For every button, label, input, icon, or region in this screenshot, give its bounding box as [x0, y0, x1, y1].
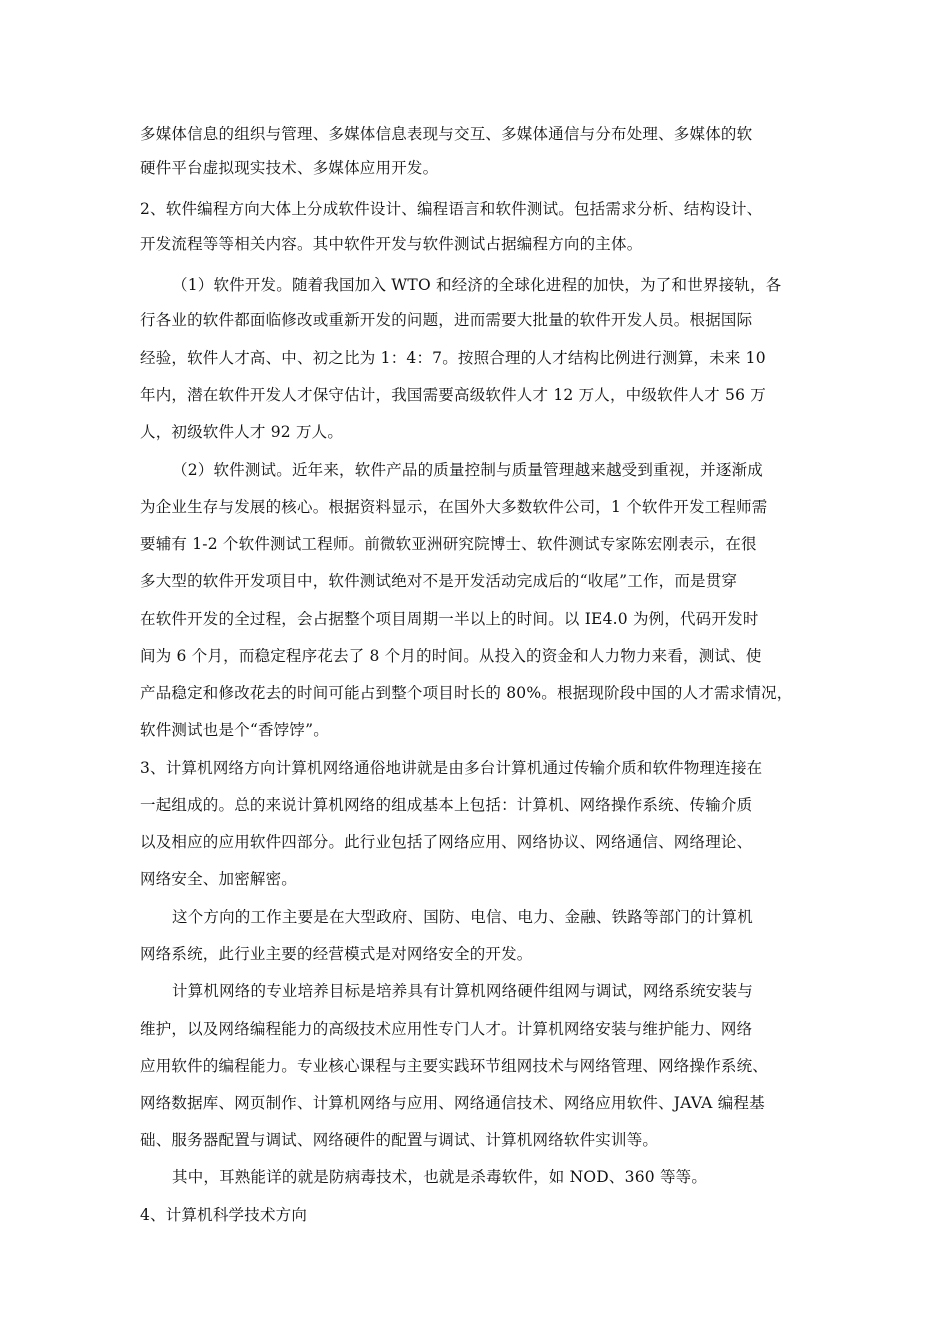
text-line: 网络数据库、网页制作、计算机网络与应用、网络通信技术、网络应用软件、JAVA 编程基	[140, 1094, 765, 1112]
text-line: 开发流程等等相关内容。其中软件开发与软件测试占据编程方向的主体。	[140, 235, 643, 253]
text-line: 软件测试也是个“香饽饽”。	[140, 721, 329, 739]
text-line: 应用软件的编程能力。专业核心课程与主要实践环节组网技术与网络管理、网络操作系统、	[140, 1057, 769, 1075]
text-line: （1）软件开发。随着我国加入 WTO 和经济的全球化进程的加快，为了和世界接轨，各	[172, 276, 782, 294]
text-line: 在软件开发的全过程，会占据整个项目周期一半以上的时间。以 IE4.0 为例，代码开发时	[140, 610, 759, 628]
text-line: 为企业生存与发展的核心。根据资料显示，在国外大多数软件公司，1 个软件开发工程师需	[140, 498, 768, 516]
text-line: 经验，软件人才高、中、初之比为 1：4：7。按照合理的人才结构比例进行测算，未来 10	[140, 349, 766, 367]
text-line: 网络安全、加密解密。	[140, 870, 298, 888]
text-line: 产品稳定和修改花去的时间可能占到整个项目时长的 80%。根据现阶段中国的人才需求情况，	[140, 684, 793, 702]
text-line: 础、服务器配置与调试、网络硬件的配置与调试、计算机网络软件实训等。	[140, 1131, 659, 1149]
text-line: 2、软件编程方向大体上分成软件设计、编程语言和软件测试。包括需求分析、结构设计、	[140, 200, 763, 218]
text-line: 行各业的软件都面临修改或重新开发的问题，进而需要大批量的软件开发人员。根据国际	[140, 311, 753, 329]
text-line: 这个方向的工作主要是在大型政府、国防、电信、电力、金融、铁路等部门的计算机	[172, 908, 753, 926]
text-line: 4、计算机科学技术方向	[140, 1206, 308, 1224]
text-line: （2）软件测试。近年来，软件产品的质量控制与质量管理越来越受到重视，并逐渐成	[172, 461, 763, 479]
text-line: 3、计算机网络方向计算机网络通俗地讲就是由多台计算机通过传输介质和软件物理连接在	[140, 759, 763, 777]
text-line: 多媒体信息的组织与管理、多媒体信息表现与交互、多媒体通信与分布处理、多媒体的软	[140, 125, 753, 143]
text-line: 以及相应的应用软件四部分。此行业包括了网络应用、网络协议、网络通信、网络理论、	[140, 833, 753, 851]
text-line: 网络系统，此行业主要的经营模式是对网络安全的开发。	[140, 945, 533, 963]
text-line: 一起组成的。总的来说计算机网络的组成基本上包括：计算机、网络操作系统、传输介质	[140, 796, 753, 814]
text-line: 人，初级软件人才 92 万人。	[140, 423, 344, 441]
text-line: 其中，耳熟能详的就是防病毒技术，也就是杀毒软件，如 NOD、360 等等。	[172, 1168, 708, 1186]
text-line: 计算机网络的专业培养目标是培养具有计算机网络硬件组网与调试，网络系统安装与	[172, 982, 753, 1000]
text-line: 间为 6 个月，而稳定程序花去了 8 个月的时间。从投入的资金和人力物力来看，测试、使	[140, 647, 762, 665]
text-line: 要辅有 1-2 个软件测试工程师。前微软亚洲研究院博士、软件测试专家陈宏刚表示，在很	[140, 535, 757, 553]
text-line: 硬件平台虚拟现实技术、多媒体应用开发。	[140, 159, 439, 177]
text-line: 维护，以及网络编程能力的高级技术应用性专门人才。计算机网络安装与维护能力、网络	[140, 1020, 753, 1038]
text-line: 年内，潜在软件开发人才保守估计，我国需要高级软件人才 12 万人，中级软件人才 56 万	[140, 386, 766, 404]
text-line: 多大型的软件开发项目中，软件测试绝对不是开发活动完成后的“收尾”工作，而是贯穿	[140, 572, 738, 590]
